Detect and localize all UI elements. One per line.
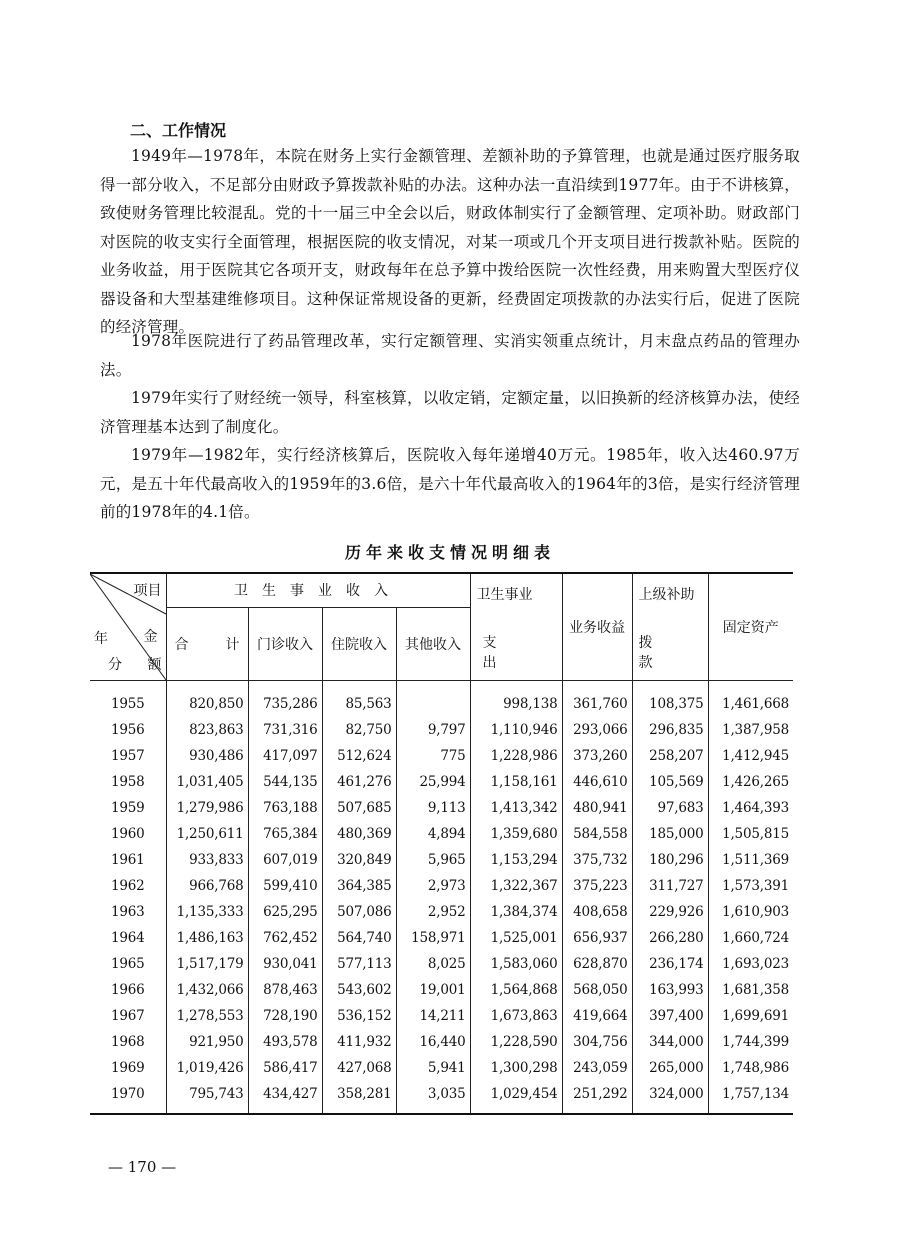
cell-total: 921,950	[166, 1029, 248, 1055]
cell-expense: 1,110,946	[470, 717, 562, 743]
cell-year: 1957	[110, 748, 145, 764]
cell-expense: 1,158,161	[470, 769, 562, 795]
cell-outpatient: 765,384	[248, 821, 322, 847]
cell-total: 1,486,163	[166, 925, 248, 951]
table-row	[90, 821, 793, 847]
outpatient-header: 门诊收入	[248, 607, 322, 680]
cell-total: 1,432,066	[166, 977, 248, 1003]
cell-other: 5,941	[396, 1055, 470, 1081]
cell-business: 408,658	[562, 899, 632, 925]
cell-expense: 1,153,294	[470, 847, 562, 873]
cell-year: 1964	[110, 930, 145, 946]
corner-item-label: 项目	[133, 583, 162, 599]
cell-grant: 108,375	[632, 691, 708, 717]
expense-header	[470, 573, 562, 681]
cell-fixed-assets: 1,412,945	[708, 743, 793, 769]
cell-business: 251,292	[562, 1081, 632, 1114]
cell-year: 1970	[90, 1081, 166, 1114]
table-row	[90, 1003, 793, 1029]
cell-fixed-assets: 1,505,815	[708, 821, 793, 847]
cell-other: 3,035	[396, 1081, 470, 1114]
corner-amount-label-2: 额	[147, 657, 162, 673]
cell-business: 480,941	[562, 795, 632, 821]
cell-expense: 1,359,680	[470, 821, 562, 847]
other-header: 其他收入	[396, 607, 470, 680]
cell-inpatient: 507,685	[322, 795, 396, 821]
cell-total: 823,863	[166, 717, 248, 743]
cell-grant: 311,727	[632, 873, 708, 899]
cell-grant: 105,569	[632, 769, 708, 795]
cell-year: 1963	[110, 904, 145, 920]
table-row	[90, 1081, 793, 1114]
income-group-label: 卫生事业收入	[234, 583, 402, 600]
cell-total: 1,279,986	[166, 795, 248, 821]
cell-fixed-assets: 1,744,399	[708, 1029, 793, 1055]
cell-expense: 1,525,001	[470, 925, 562, 951]
cell-expense: 1,413,342	[470, 795, 562, 821]
cell-other: 775	[396, 743, 470, 769]
cell-outpatient: 763,188	[248, 795, 322, 821]
cell-inpatient: 358,281	[322, 1081, 396, 1114]
cell-expense: 1,029,454	[470, 1081, 562, 1114]
cell-grant: 258,207	[632, 743, 708, 769]
table-row	[90, 1029, 793, 1055]
cell-expense: 1,300,298	[470, 1055, 562, 1081]
cell-fixed-assets: 1,387,958	[708, 717, 793, 743]
corner-fen-label: 分	[108, 657, 122, 673]
cell-total: 966,768	[166, 873, 248, 899]
cell-other: 8,025	[396, 951, 470, 977]
cell-grant: 296,835	[632, 717, 708, 743]
cell-year: 1966	[110, 982, 145, 998]
total-header	[166, 607, 248, 680]
grant-header	[632, 573, 708, 681]
cell-inpatient: 364,385	[322, 873, 396, 899]
cell-other: 19,001	[396, 977, 470, 1003]
total-label-1: 合	[174, 636, 189, 653]
corner-amount-label-1: 金	[143, 629, 158, 645]
cell-grant: 344,000	[632, 1029, 708, 1055]
cell-business: 304,756	[562, 1029, 632, 1055]
cell-grant: 397,400	[632, 1003, 708, 1029]
cell-other: 4,894	[396, 821, 470, 847]
cell-other: 9,797	[396, 717, 470, 743]
cell-expense: 998,138	[470, 691, 562, 717]
page-number: — 170 —	[108, 1158, 177, 1176]
cell-other: 2,973	[396, 873, 470, 899]
cell-outpatient: 728,190	[248, 1003, 322, 1029]
fixed-assets-label: 固定资产	[722, 620, 779, 636]
cell-year: 1965	[110, 956, 145, 972]
paragraph-3: 1979年实行了财经统一领导，科室核算，以收定销，定额定量，以旧换新的经济核算办法，使经济管理基本达到了制度化。	[100, 389, 800, 436]
cell-business: 373,260	[562, 743, 632, 769]
cell-grant: 265,000	[632, 1055, 708, 1081]
cell-other: 2,952	[396, 899, 470, 925]
expense-label-2: 支出	[482, 635, 531, 671]
table-row	[90, 1055, 793, 1081]
cell-outpatient: 731,316	[248, 717, 322, 743]
cell-other	[396, 691, 470, 717]
cell-year: 1958	[110, 774, 145, 790]
cell-inpatient: 461,276	[322, 769, 396, 795]
cell-outpatient: 878,463	[248, 977, 322, 1003]
grant-label-2: 拨款	[638, 635, 681, 671]
paragraph-1: 1949年—1978年，本院在财务上实行金额管理、差额补助的予算管理，也就是通过医疗服务取得一部分收入，不足部分由财政予算拨款补贴的办法。这种办法一直沿续到1977年。由于不讲核算，致使财务管理比较混乱。党的十一届三中全会以后，财政体制实行了金额管理、定项补助。财政部门对医院的收支实行全面管理，根据医院的收支情况，对某一项或几个开支项目进行拨款补贴。医院的业务收益，用于医院其它各项开支，财政每年在总予算中拨给医院一次性经费，用来购置大型医疗仪器设备和大型基建维修项目。这种保证常规设备的更新，经费固定项拨款的办法实行后，促进了医院的经济管理。	[100, 147, 800, 336]
cell-grant: 266,280	[632, 925, 708, 951]
cell-fixed-assets: 1,426,265	[708, 769, 793, 795]
cell-total: 1,031,405	[166, 769, 248, 795]
cell-business: 361,760	[562, 691, 632, 717]
cell-total: 820,850	[166, 691, 248, 717]
cell-outpatient: 544,135	[248, 769, 322, 795]
cell-business: 243,059	[562, 1055, 632, 1081]
cell-total: 1,019,426	[166, 1055, 248, 1081]
cell-year: 1955	[110, 696, 145, 712]
cell-year: 1960	[110, 826, 145, 842]
cell-expense: 1,322,367	[470, 873, 562, 899]
cell-fixed-assets: 1,693,023	[708, 951, 793, 977]
cell-expense: 1,673,863	[470, 1003, 562, 1029]
cell-grant: 180,296	[632, 847, 708, 873]
cell-outpatient: 930,041	[248, 951, 322, 977]
cell-year: 1962	[110, 878, 145, 894]
income-group-header	[166, 573, 470, 607]
table-title: 历年来收支情况明细表	[344, 543, 555, 562]
cell-total: 930,486	[166, 743, 248, 769]
cell-business: 293,066	[562, 717, 632, 743]
cell-fixed-assets: 1,573,391	[708, 873, 793, 899]
cell-inpatient: 543,602	[322, 977, 396, 1003]
fixed-assets-header	[708, 573, 793, 681]
inpatient-header: 住院收入	[322, 607, 396, 680]
cell-total: 933,833	[166, 847, 248, 873]
cell-business: 446,610	[562, 769, 632, 795]
cell-inpatient: 577,113	[322, 951, 396, 977]
corner-header	[90, 573, 166, 681]
cell-grant: 229,926	[632, 899, 708, 925]
table-row	[90, 977, 793, 1003]
business-header	[562, 573, 632, 681]
table-row	[90, 743, 793, 769]
cell-outpatient: 625,295	[248, 899, 322, 925]
cell-outpatient: 434,427	[248, 1081, 322, 1114]
cell-total: 1,135,333	[166, 899, 248, 925]
cell-grant: 97,683	[632, 795, 708, 821]
cell-fixed-assets: 1,699,691	[708, 1003, 793, 1029]
cell-other: 25,994	[396, 769, 470, 795]
cell-inpatient: 427,068	[322, 1055, 396, 1081]
cell-outpatient: 762,452	[248, 925, 322, 951]
table-row	[90, 691, 793, 717]
cell-year: 1967	[110, 1008, 145, 1024]
cell-fixed-assets: 1,681,358	[708, 977, 793, 1003]
cell-year: 1959	[110, 800, 145, 816]
cell-outpatient: 586,417	[248, 1055, 322, 1081]
cell-fixed-assets: 1,461,668	[708, 691, 793, 717]
cell-other: 14,211	[396, 1003, 470, 1029]
cell-year: 1969	[110, 1060, 145, 1076]
cell-outpatient: 417,097	[248, 743, 322, 769]
grant-label-1: 上级补助	[638, 587, 695, 603]
table-row	[90, 951, 793, 977]
cell-other: 5,965	[396, 847, 470, 873]
cell-business: 375,732	[562, 847, 632, 873]
paragraph-2: 1978年医院进行了药品管理改革，实行定额管理、实消实领重点统计，月末盘点药品的管理办法。	[100, 332, 800, 379]
cell-fixed-assets: 1,748,986	[708, 1055, 793, 1081]
cell-other: 158,971	[396, 925, 470, 951]
cell-grant: 185,000	[632, 821, 708, 847]
table-row	[90, 873, 793, 899]
cell-total: 1,278,553	[166, 1003, 248, 1029]
cell-grant: 324,000	[632, 1081, 708, 1114]
cell-expense: 1,564,868	[470, 977, 562, 1003]
cell-business: 584,558	[562, 821, 632, 847]
cell-year: 1956	[110, 722, 145, 738]
cell-outpatient: 599,410	[248, 873, 322, 899]
cell-fixed-assets: 1,660,724	[708, 925, 793, 951]
cell-expense: 1,228,590	[470, 1029, 562, 1055]
income-expense-table	[90, 572, 793, 1115]
cell-grant: 163,993	[632, 977, 708, 1003]
cell-total: 1,517,179	[166, 951, 248, 977]
table-row	[90, 925, 793, 951]
cell-expense: 1,228,986	[470, 743, 562, 769]
cell-inpatient: 536,152	[322, 1003, 396, 1029]
business-label: 业务收益	[569, 620, 625, 636]
table-row	[90, 899, 793, 925]
cell-year: 1961	[110, 852, 145, 868]
corner-year-label: 年	[94, 631, 108, 647]
table-row	[90, 769, 793, 795]
cell-fixed-assets: 1,610,903	[708, 899, 793, 925]
cell-inpatient: 507,086	[322, 899, 396, 925]
cell-inpatient: 320,849	[322, 847, 396, 873]
cell-business: 628,870	[562, 951, 632, 977]
cell-total: 1,250,611	[166, 821, 248, 847]
cell-inpatient: 82,750	[322, 717, 396, 743]
cell-year: 1968	[110, 1034, 145, 1050]
cell-total: 795,743	[166, 1081, 248, 1114]
cell-business: 375,223	[562, 873, 632, 899]
cell-grant: 236,174	[632, 951, 708, 977]
cell-outpatient: 493,578	[248, 1029, 322, 1055]
paragraph-4: 1979年—1982年，实行经济核算后，医院收入每年递增40万元。1985年，收入达460.97万元，是五十年代最高收入的1959年的3.6倍，是六十年代最高收入的1964年的3倍，是实行经济管理前的1978年的4.1倍。	[100, 446, 800, 521]
cell-fixed-assets: 1,757,134	[708, 1081, 793, 1114]
table-row	[90, 795, 793, 821]
cell-business: 419,664	[562, 1003, 632, 1029]
cell-business: 656,937	[562, 925, 632, 951]
cell-fixed-assets: 1,511,369	[708, 847, 793, 873]
cell-other: 9,113	[396, 795, 470, 821]
table-row	[90, 847, 793, 873]
cell-inpatient: 564,740	[322, 925, 396, 951]
table-body	[90, 681, 793, 1115]
cell-outpatient: 607,019	[248, 847, 322, 873]
cell-expense: 1,384,374	[470, 899, 562, 925]
expense-label-1: 卫生事业	[476, 587, 533, 603]
section-title: 二、工作情况	[130, 121, 227, 140]
cell-inpatient: 411,932	[322, 1029, 396, 1055]
cell-other: 16,440	[396, 1029, 470, 1055]
total-label-2: 计	[225, 636, 240, 653]
cell-business: 568,050	[562, 977, 632, 1003]
cell-inpatient: 512,624	[322, 743, 396, 769]
table-row	[90, 717, 793, 743]
cell-expense: 1,583,060	[470, 951, 562, 977]
cell-outpatient: 735,286	[248, 691, 322, 717]
cell-inpatient: 480,369	[322, 821, 396, 847]
cell-inpatient: 85,563	[322, 691, 396, 717]
cell-fixed-assets: 1,464,393	[708, 795, 793, 821]
